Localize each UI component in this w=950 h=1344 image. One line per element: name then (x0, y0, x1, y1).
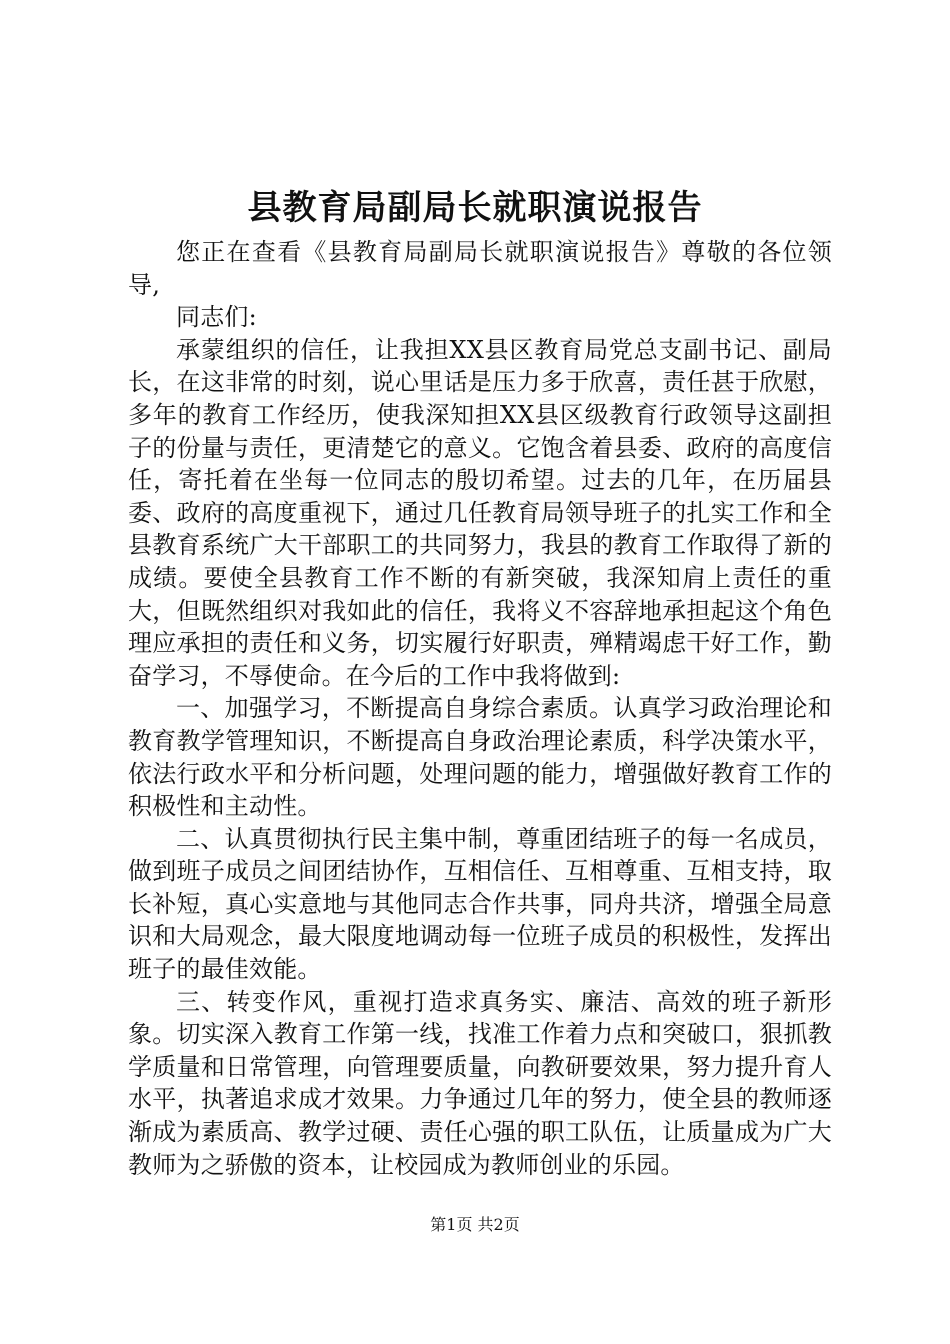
document-body (128, 236, 832, 1181)
paragraph-point-3: 三、转变作风，重视打造求真务实、廉洁、高效的班子新形象。切实深入教育工作第一线，找准工作着力点和突破口，狠抓教学质量和日常管理，向管理要质量，向教研要效果，努力提升育人水平，执著追求成才效果。力争通过几年的努力，使全县的教师逐渐成为素质高、教学过硬、责任心强的职工队伍，让质量成为广大教师为之骄傲的资本，让校园成为教师创业的乐园。 (128, 987, 832, 1179)
paragraph-point-2: 二、认真贯彻执行民主集中制，尊重团结班子的每一名成员，做到班子成员之间团结协作，互相信任、互相尊重、互相支持，取长补短，真心实意地与其他同志合作共事，同舟共济，增强全局意识和大局观念，最大限度地调动每一位班子成员的积极性，发挥出班子的最佳效能。 (128, 824, 832, 984)
paragraph-main: 承蒙组织的信任，让我担XX县区教育局党总支副书记、副局长，在这非常的时刻，说心里话是压力多于欣喜，责任甚于欣慰，多年的教育工作经历，使我深知担XX县区级教育行政领导这副担子的份量与责任，更清楚它的意义。它饱含着县委、政府的高度信任，寄托着在坐每一位同志的殷切希望。过去的几年，在历届县委、政府的高度重视下，通过几任教育局领导班子的扎实工作和全县教育系统广大干部职工的共同努力，我县的教育工作取得了新的成绩。要使全县教育工作不断的有新突破，我深知肩上责任的重大，但既然组织对我如此的信任，我将义不容辞地承担起这个角色理应承担的责任和义务，切实履行好职责，殚精竭虑干好工作，勤奋学习，不辱使命。在今后的工作中我将做到: (128, 335, 832, 690)
page-number-footer: 第1页 共2页 (430, 1215, 520, 1234)
paragraph-salutation: 同志们: (176, 303, 257, 332)
document-title: 县教育局副局长就职演说报告 (247, 188, 703, 228)
paragraph-point-1: 一、加强学习，不断提高自身综合素质。认真学习政治理论和教育教学管理知识，不断提高自身政治理论素质，科学决策水平，依法行政水平和分析问题，处理问题的能力，增强做好教育工作的积极性和主动性。 (128, 694, 832, 821)
paragraph-opening: 您正在查看《县教育局副局长就职演说报告》尊敬的各位领导, (128, 238, 832, 299)
